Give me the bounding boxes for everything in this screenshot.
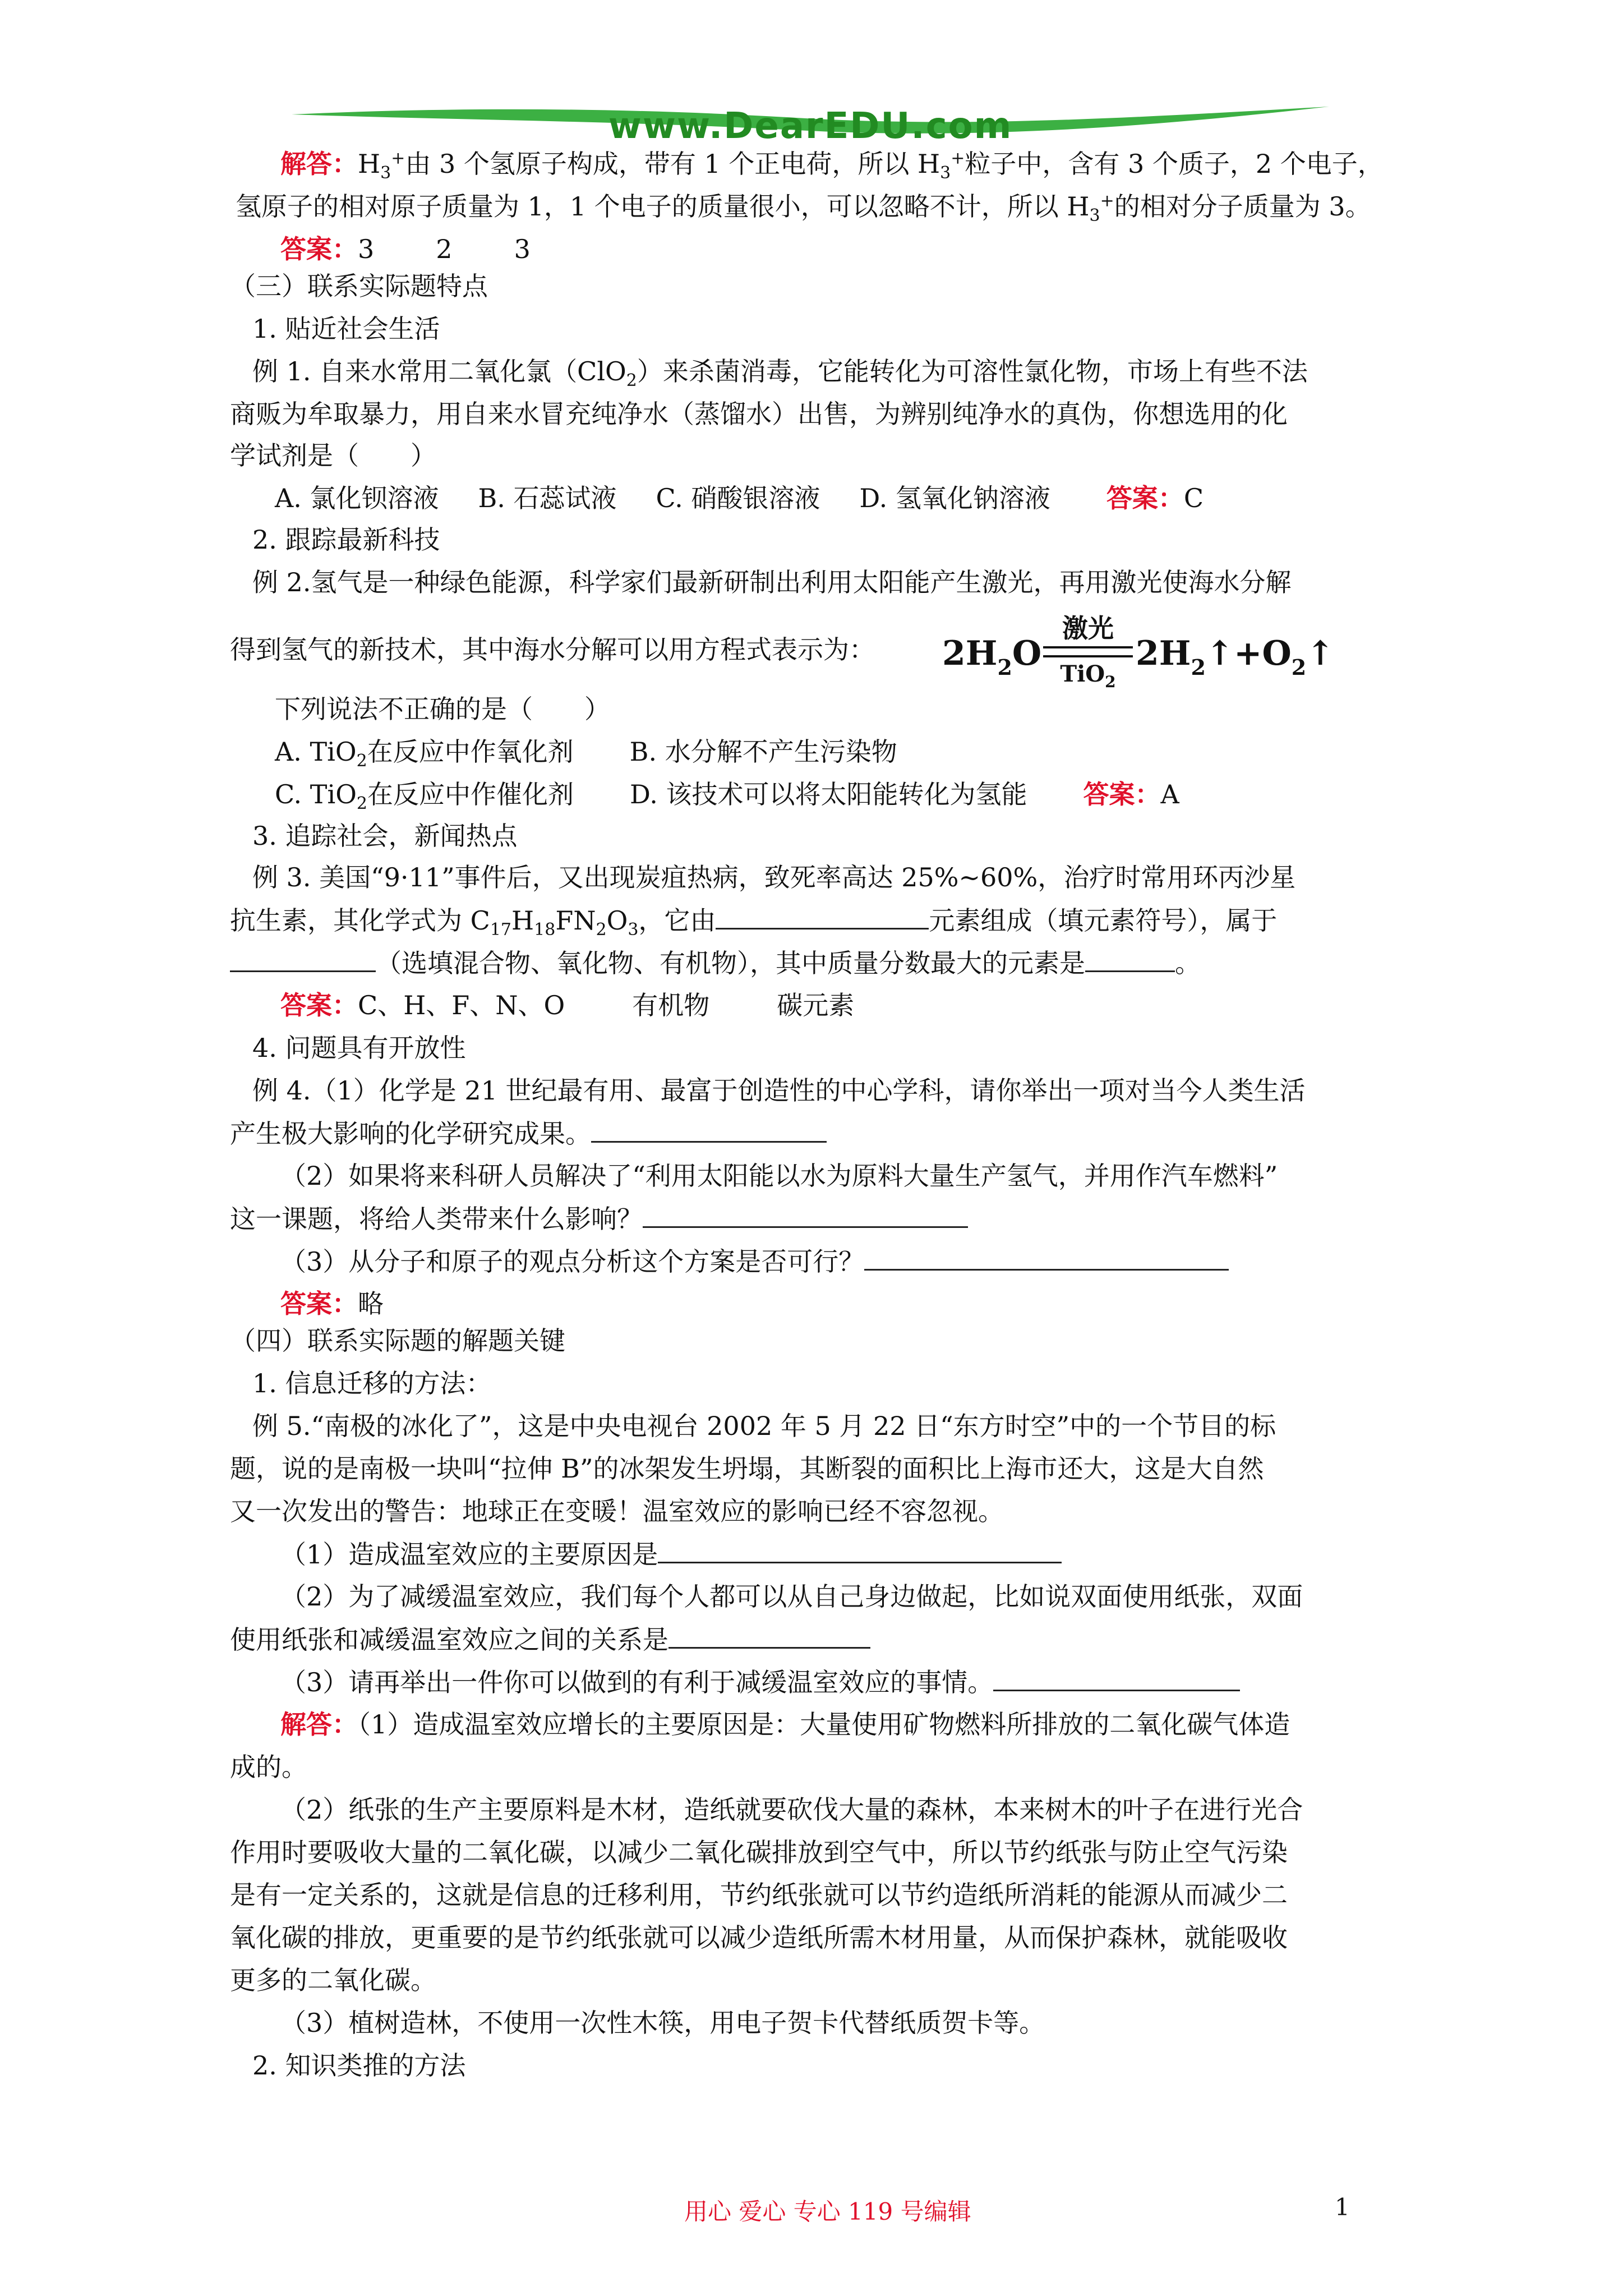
example-2-options-ab: A. TiO$_2$在反应中作氧化剂 B. 水分解不产生污染物 bbox=[275, 737, 897, 771]
example-5-q2-line-2: 使用纸张和减缓温室效应之间的关系是 bbox=[230, 1622, 870, 1657]
example-1-line-3: 学试剂是（ ） bbox=[230, 440, 436, 471]
solution-line-6: 氧化碳的排放，更重要的是节约纸张就可以减少造纸所需木材用量，从而保护森林，就能吸收 bbox=[230, 1922, 1288, 1953]
solution-line-4: 作用时要吸收大量的二氧化碳，以减少二氧化碳排放到空气中，所以节约纸张与防止空气污染 bbox=[230, 1837, 1288, 1867]
blank-feasibility[interactable] bbox=[864, 1244, 1229, 1271]
blank-main-cause[interactable] bbox=[658, 1537, 1062, 1563]
blank-action[interactable] bbox=[993, 1665, 1240, 1691]
example-2-line-1: 例 2.氢气是一种绿色能源，科学家们最新研制出利用太阳能产生激光，再用激光使海水分解 bbox=[252, 567, 1292, 597]
example-2-question: 下列说法不正确的是（ ） bbox=[275, 694, 610, 724]
solution-line-5: 是有一定关系的，这就是信息的迁移利用，节约纸张就可以节约造纸所消耗的能源从而减少二 bbox=[230, 1880, 1288, 1910]
subheading-method-2: 2. 知识类推的方法 bbox=[252, 2050, 466, 2081]
solution-line-3: （2）纸张的生产主要原料是木材，造纸就要砍伐大量的森林，本来树木的叶子在进行光合 bbox=[280, 1795, 1303, 1825]
example-4-line-5: （3）从分子和原子的观点分析这个方案是否可行？ bbox=[280, 1244, 1229, 1278]
footer-text: 用心 爱心 专心 119 号编辑 bbox=[684, 2198, 971, 2225]
example-5-q2-line-1: （2）为了减缓温室效应，我们每个人都可以从自己身边做起，比如说双面使用纸张，双面 bbox=[280, 1581, 1303, 1612]
example-1-line-2: 商贩为牟取暴力，用自来水冒充纯净水（蒸馏水）出售，为辨别纯净水的真伪，你想选用的化 bbox=[230, 399, 1288, 429]
example-3-line-3: （选填混合物、氧化物、有机物），其中质量分数最大的元素是 。 bbox=[230, 946, 1201, 980]
example-4-line-1: 例 4.（1）化学是 21 世纪最有用、最富于创造性的中心学科，请你举出一项对当今人类生活 bbox=[252, 1075, 1306, 1106]
solution-line-7: 更多的二氧化碳。 bbox=[230, 1965, 436, 1995]
page-number: 1 bbox=[1335, 2193, 1350, 2221]
example-4-line-2: 产生极大影响的化学研究成果。 bbox=[230, 1116, 827, 1151]
example-4-line-4: 这一课题，将给人类带来什么影响？ bbox=[230, 1202, 968, 1236]
blank-classification[interactable] bbox=[230, 946, 376, 972]
example-2-options-cd: C. TiO$_2$在反应中作催化剂 D. 该技术可以将太阳能转化为氢能 答案：A bbox=[275, 779, 1179, 814]
subheading-method-1: 1. 信息迁移的方法： bbox=[252, 1368, 492, 1398]
blank-research-result[interactable] bbox=[591, 1116, 827, 1143]
blank-impact[interactable] bbox=[643, 1202, 968, 1228]
example-3-line-2: 抗生素，其化学式为 $C_{17}H_{18}FN_2O_3$，它由 元素组成（填元素符号），属于 bbox=[230, 903, 1277, 937]
example-4-answer: 答案：略 bbox=[280, 1289, 384, 1319]
section-three-heading: （三）联系实际题特点 bbox=[230, 271, 488, 301]
example-1-options: A. 氯化钡溶液 B. 石蕊试液 C. 硝酸银溶液 D. 氢氧化钠溶液 答案：C bbox=[275, 483, 1204, 513]
example-4-line-3: （2）如果将来科研人员解决了“利用太阳能以水为原料大量生产氢气，并用作汽车燃料” bbox=[280, 1161, 1278, 1191]
example-5-line-2: 题，说的是南极一块叫“拉伸 B”的冰架发生坍塌，其断裂的面积比上海市还大，这是大自然 bbox=[230, 1453, 1264, 1484]
example-3-answer: 答案：C、H、F、N、O 有机物 碳元素 bbox=[280, 990, 855, 1020]
answer-line-1: 解答：$H_3^+$由 3 个氢原子构成，带有 1 个正电荷，所以 $H_3^+$粒子中，含有 3 个质子，2 个电子， bbox=[280, 148, 1384, 183]
blank-largest-element[interactable] bbox=[1085, 946, 1175, 972]
example-5-line-1: 例 5.“南极的冰化了”，这是中央电视台 2002 年 5 月 22 日“东方时空”中的一个节目的标 bbox=[252, 1411, 1276, 1441]
solution-line-8: （3）植树造林，不使用一次性木筷，用电子贺卡代替纸质贺卡等。 bbox=[280, 2008, 1045, 2038]
blank-relationship[interactable] bbox=[668, 1622, 870, 1649]
example-1-line-1: 例 1. 自来水常用二氧化氯（ClO$_2$）来杀菌消毒，它能转化为可溶性氯化物，市场上有些不法 bbox=[252, 356, 1308, 391]
answer-line-2: 氢原子的相对原子质量为 1，1 个电子的质量很小，可以忽略不计，所以 $H_3^+$的相对分子质量为 3。 bbox=[236, 191, 1371, 226]
example-2-line-2: 得到氢气的新技术，其中海水分解可以用方程式表示为： bbox=[230, 634, 875, 665]
example-5-line-3: 又一次发出的警告：地球正在变暖！温室效应的影响已经不容忽视。 bbox=[230, 1496, 1004, 1526]
answer-line-3: 答案：3 2 3 bbox=[280, 234, 531, 264]
example-5-q1: （1）造成温室效应的主要原因是 bbox=[280, 1537, 1062, 1571]
reaction-condition: 激光 TiO$_2$ bbox=[1043, 611, 1133, 692]
blank-elements[interactable] bbox=[716, 903, 929, 930]
site-logo-text: www.DearEDU.com bbox=[608, 105, 1013, 147]
subheading-4: 4. 问题具有开放性 bbox=[252, 1033, 466, 1063]
solution-line-1: 解答：（1）造成温室效应增长的主要原因是：大量使用矿物燃料所排放的二氧化碳气体造 bbox=[280, 1709, 1290, 1740]
chemical-equation: $2H_2O$ 激光 TiO$_2$ $2H_2↑+O_2↑$ bbox=[942, 611, 1335, 696]
solution-line-2: 成的。 bbox=[230, 1752, 307, 1782]
example-3-line-1: 例 3. 美国“9·11”事件后，又出现炭疽热病，致死率高达 25%~60%，治疗时常用环丙沙星 bbox=[252, 862, 1296, 892]
subheading-2: 2. 跟踪最新科技 bbox=[252, 524, 440, 555]
example-5-q3: （3）请再举出一件你可以做到的有利于减缓温室效应的事情。 bbox=[280, 1665, 1240, 1699]
section-four-heading: （四）联系实际题的解题关键 bbox=[230, 1326, 565, 1356]
subheading-3: 3. 追踪社会，新闻热点 bbox=[252, 821, 518, 851]
subheading-1: 1. 贴近社会生活 bbox=[252, 314, 440, 344]
